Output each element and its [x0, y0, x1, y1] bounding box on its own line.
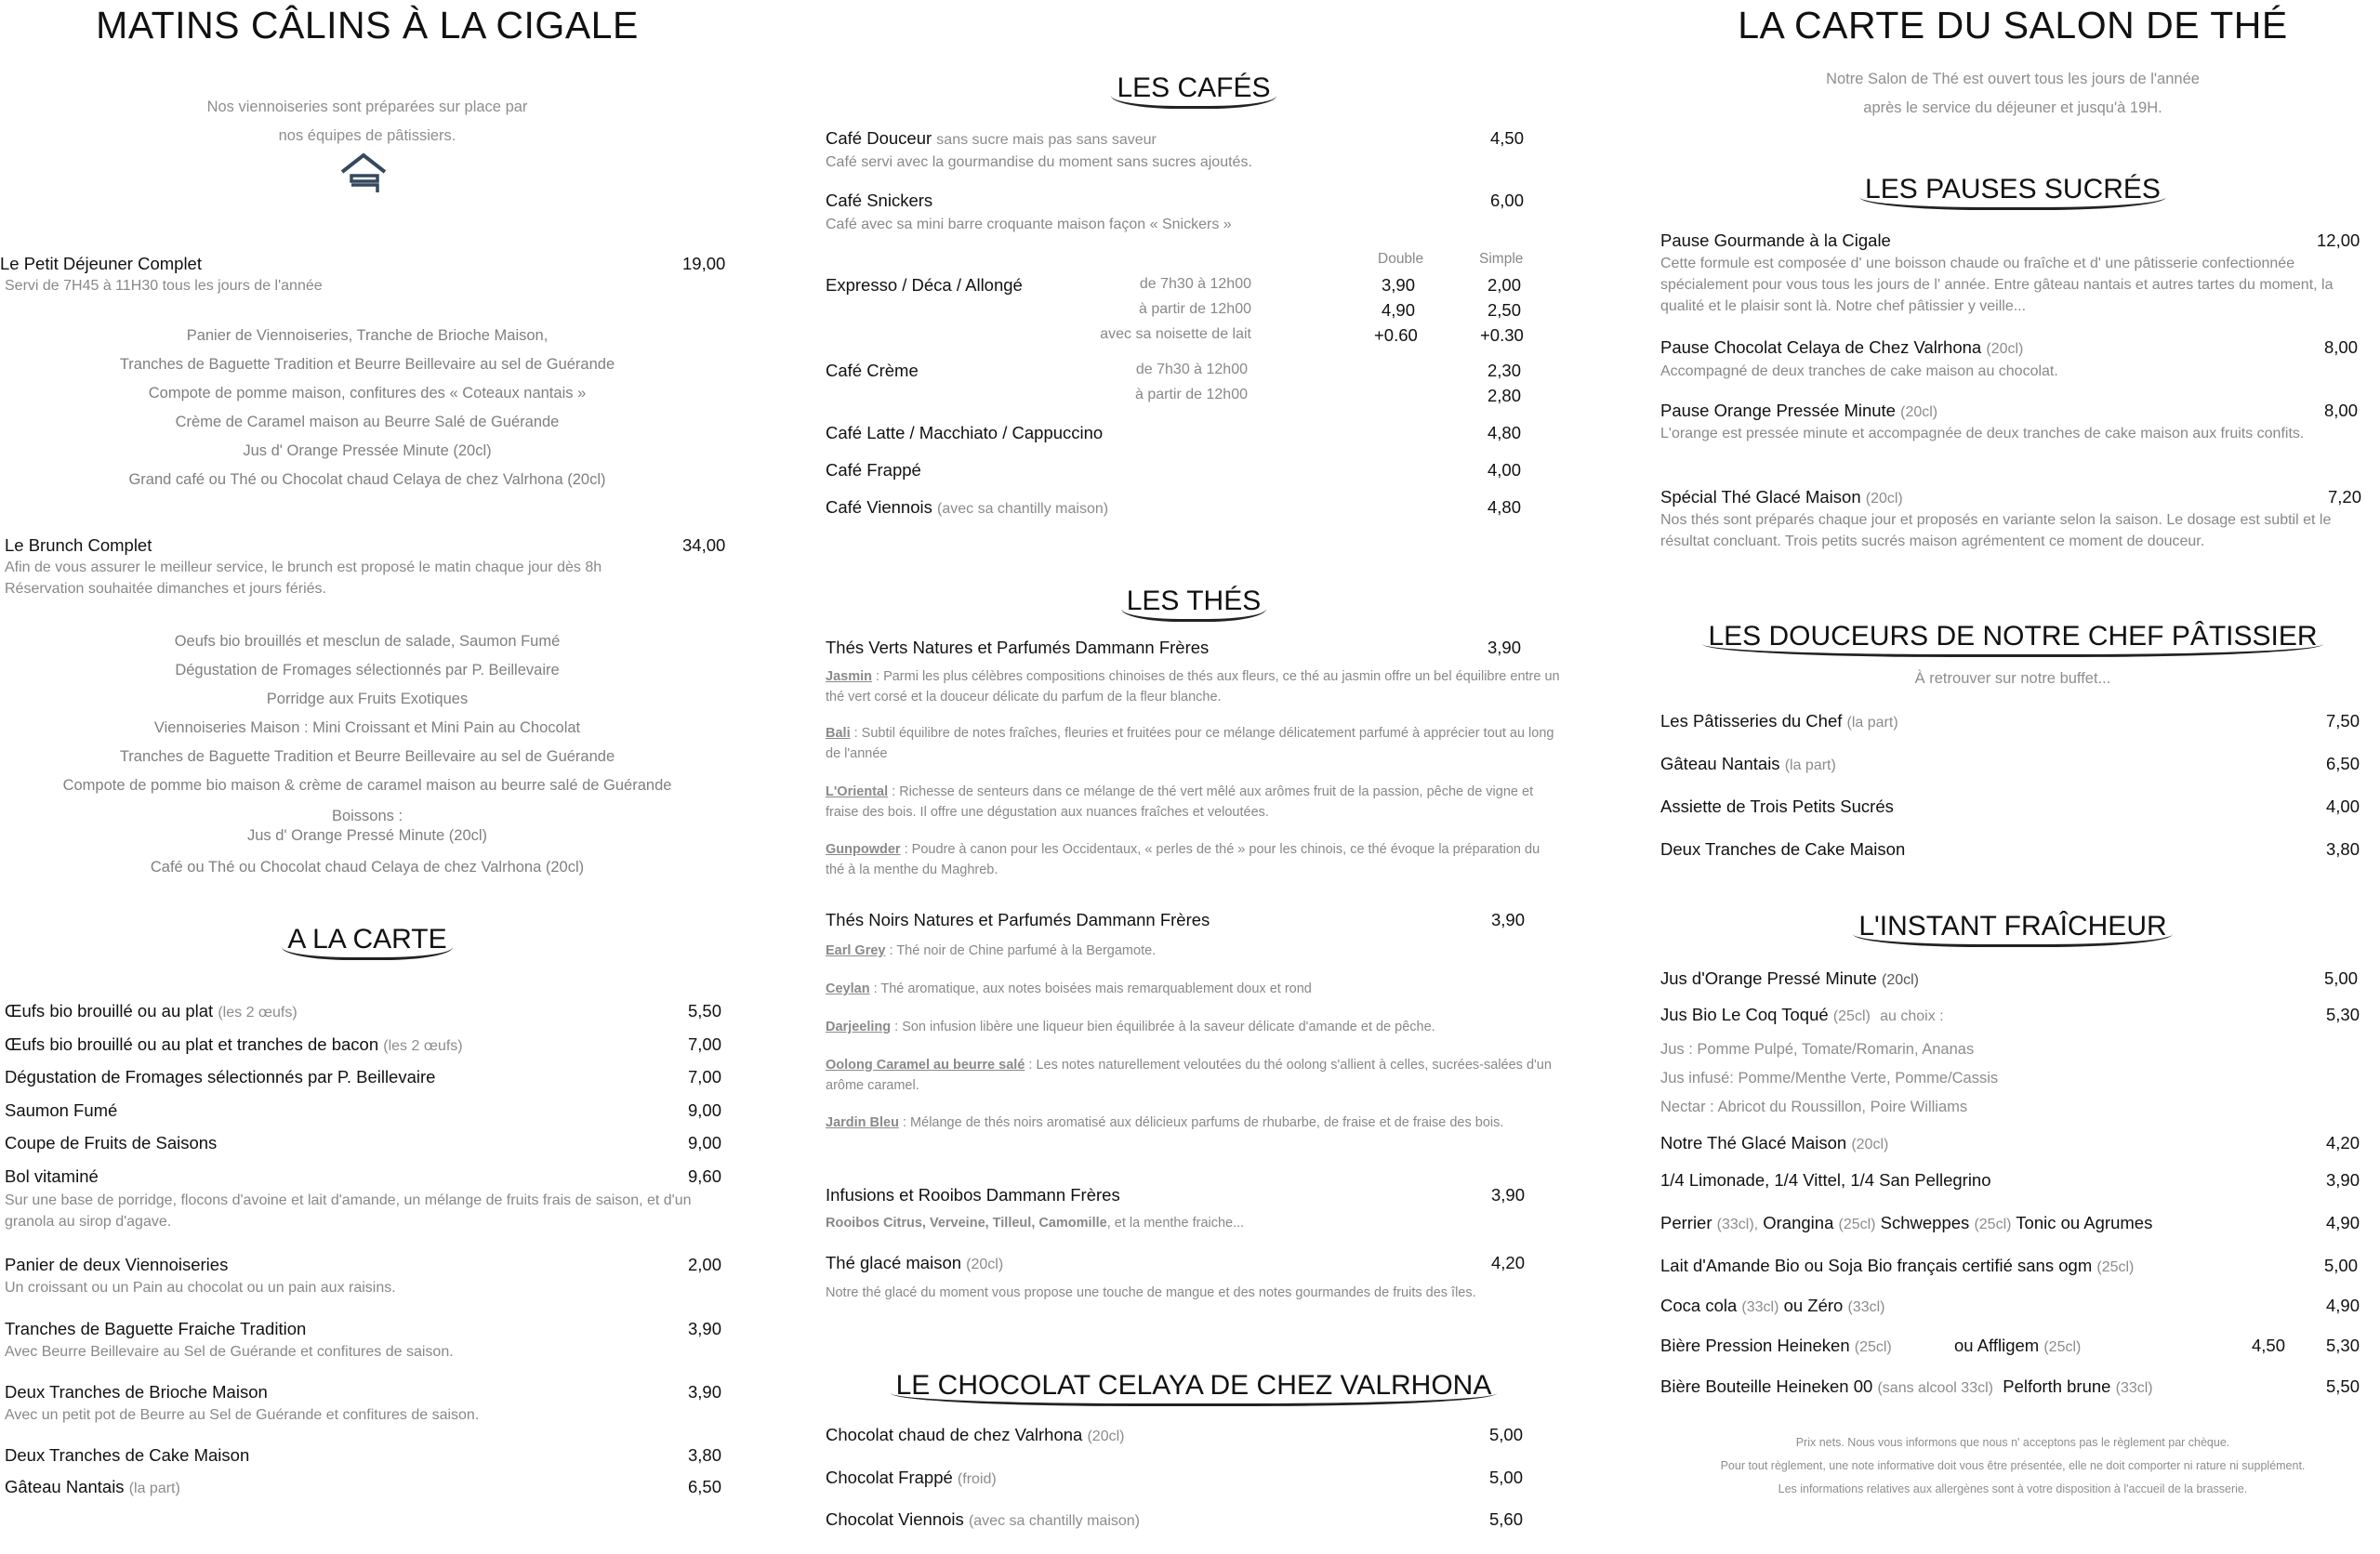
menu-item-notre-the-glace: Notre Thé Glacé Maison (20cl) 4,20 [1660, 1133, 2360, 1152]
section-title-thes: LES THÉS [826, 586, 1562, 622]
menu-item-carte: Panier de deux Viennoiseries 2,00 [5, 1255, 722, 1274]
column-header-simple: Simple [1479, 251, 1524, 267]
column-header-double: Double [1378, 251, 1424, 267]
menu-item-the-glace: Thé glacé maison (20cl) 4,20 [826, 1253, 1526, 1272]
tea-gunpowder: Gunpowder : Poudre à canon pour les Occidentaux, « perles de thé » pour les chinois, ce thé évoque la préparation du thé à la menthe du Maghreb. [826, 842, 1540, 877]
pause-orange-desc: L'orange est pressée minute et accompagnée de deux tranches de cake maison aux fruits confits. [1660, 426, 2305, 441]
menu-item-limonade: 1/4 Limonade, 1/4 Vittel, 1/4 San Pellegrino 3,90 [1660, 1170, 2360, 1190]
brunch-desc: Afin de vous assurer le meilleur service, le brunch est proposé le matin chaque jour dès 8h Réservation souhaitée dimanches et jours fériés. [5, 560, 602, 597]
tea-bali: Bali : Subtil équilibre de notes fraîches, fleuries et fruitées pour ce mélange délicatement parfumé à apprécier tout au long de l'année [826, 726, 1554, 761]
house-logo-icon [340, 151, 387, 194]
cafe-douceur-desc: Café servi avec la gourmandise du moment sans sucres ajoutés. [826, 154, 1252, 170]
cafe-snickers-desc: Café avec sa mini barre croquante maison façon « Snickers » [826, 217, 1232, 232]
menu-item-expresso: Expresso / Déca / Allongé [826, 275, 1023, 295]
tea-ceylan: Ceylan : Thé aromatique, aux notes boisées mais remarquablement doux et rond [826, 981, 1312, 996]
menu-item-cafe-viennois: Café Viennois (avec sa chantilly maison) 4,80 [826, 497, 1522, 517]
pause-gourmande-desc: Cette formule est composée d' une boisson chaude ou fraîche et d' une pâtisserie confectionnée spécialement pour vous tous les jours de l' année. Entre gâteau nantais et autres tartes du moment, la qualité et le plaisir sont là. Notre chef pâtissier y veille... [1660, 256, 2334, 314]
menu-item-carte-desc: Avec un petit pot de Beurre au Sel de Guérande et confitures de saison. [5, 1407, 480, 1423]
menu-item-carte-desc: Sur une base de porridge, flocons d'avoine et lait d'amande, un mélange de fruits frais de saison, et d'un granola au sirop d'agave. [5, 1192, 692, 1230]
menu-item-chocolat-chaud: Chocolat chaud de chez Valrhona (20cl) 5,00 [826, 1425, 1524, 1444]
menu-item-jus-orange: Jus d'Orange Pressé Minute (20cl) 5,00 [1660, 968, 2359, 988]
petit-dej-items: Panier de Viennoiseries, Tranche de Brioche Maison, Tranches de Baguette Tradition et Beurre Beillevaire au sel de Guérande Compote de pomme maison, confitures des « Coteaux nantais » Crème de Caramel maison au Beurre Salé de Guérande Jus d' Orange Pressée Minute (20cl) Grand café ou Thé ou Chocolat chaud Celaya de chez Valrhona (20cl) [119, 327, 615, 488]
infusions-desc: Rooibos Citrus, Verveine, Tilleul, Camomille, et la menthe fraiche... [826, 1216, 1245, 1231]
menu-item-cake-maison: Deux Tranches de Cake Maison 3,80 [1660, 839, 2360, 859]
menu-item-carte: Deux Tranches de Cake Maison 3,80 [5, 1445, 722, 1465]
menu-item-carte: Saumon Fumé 9,00 [5, 1100, 722, 1120]
menu-item-carte: Œufs bio brouillé ou au plat et tranches de bacon (les 2 œufs) 7,00 [5, 1034, 722, 1054]
menu-item-lait-amande: Lait d'Amande Bio ou Soja Bio français certifié sans ogm (25cl) 5,00 [1660, 1256, 2359, 1275]
the-glace-special-desc: Nos thés sont préparés chaque jour et proposés en variante selon la saison. Le dosage est subtil et le résultat concluant. Trois petits sucrés maison agrémentent ce moment de douceur. [1660, 512, 2332, 549]
section-title-cafes: LES CAFÉS [826, 72, 1562, 109]
douceurs-note: À retrouver sur notre buffet... [1914, 670, 2111, 687]
intro-note: Nos viennoiseries sont préparées sur place par nos équipes de pâtissiers. [206, 99, 528, 144]
pause-chocolat-desc: Accompagné de deux tranches de cake maison au chocolat. [1660, 363, 2058, 379]
menu-item-pause-chocolat: Pause Chocolat Celaya de Chez Valrhona (20cl) 8,00 [1660, 337, 2359, 357]
salon-intro: Notre Salon de Thé est ouvert tous les jours de l'année après le service du déjeuner et jusqu'à 19H. [1826, 71, 2200, 116]
menu-item-gateau-nantais: Gâteau Nantais (la part) 6,50 [1660, 754, 2360, 773]
section-title-fraicheur: L'INSTANT FRAÎCHEUR [1655, 911, 2371, 947]
menu-item-perrier: Perrier (33cl), Orangina (25cl) Schweppes (25cl) Tonic ou Agrumes 4,90 [1660, 1213, 2360, 1232]
menu-item-thes-noirs: Thés Noirs Natures et Parfumés Dammann Frères 3,90 [826, 910, 1526, 929]
menu-item-patisseries: Les Pâtisseries du Chef (la part) 7,50 [1660, 711, 2360, 731]
tea-jardin-bleu: Jardin Bleu : Mélange de thés noirs aromatisé aux délicieux parfums de rhubarbe, de fraise et de fraise des bois. [826, 1115, 1504, 1130]
menu-item-petit-dejeuner: Le Petit Déjeuner Complet 19,00 [0, 254, 726, 273]
menu-item-cafe-creme: Café Crème [826, 361, 919, 380]
jus-bio-options: Jus : Pomme Pulpé, Tomate/Romarin, Ananas Jus infusé: Pomme/Menthe Verte, Pomme/Cassis Nectar : Abricot du Roussillon, Poire Williams [1660, 1041, 1999, 1115]
section-title-pauses: LES PAUSES SUCRÉS [1655, 174, 2371, 210]
tea-darjeeling: Darjeeling : Son infusion libère une liqueur bien équilibrée à la saveur délicate d'amande et de pêche. [826, 1020, 1435, 1034]
menu-item-carte: Gâteau Nantais (la part) 6,50 [5, 1477, 722, 1496]
menu-item-the-glace-special: Spécial Thé Glacé Maison (20cl) 7,20 [1660, 487, 2362, 507]
menu-item-cafe-frappe: Café Frappé 4,00 [826, 460, 1522, 480]
menu-item-carte: Dégustation de Fromages sélectionnés par P. Beillevaire 7,00 [5, 1067, 722, 1086]
menu-item-chocolat-frappe: Chocolat Frappé (froid) 5,00 [826, 1468, 1524, 1487]
menu-item-carte-desc: Avec Beurre Beillevaire au Sel de Guérande et confitures de saison. [5, 1344, 454, 1360]
menu-item-cafe-latte: Café Latte / Macchiato / Cappuccino 4,80 [826, 423, 1522, 442]
menu-item-cafe-snickers: Café Snickers 6,00 [826, 191, 1525, 210]
menu-item-carte-desc: Un croissant ou un Pain au chocolat ou un pain aux raisins. [5, 1280, 396, 1296]
menu-item-trois-petits-sucres: Assiette de Trois Petits Sucrés 4,00 [1660, 797, 2360, 816]
menu-item-chocolat-viennois: Chocolat Viennois (avec sa chantilly maison) 5,60 [826, 1509, 1524, 1529]
tea-earl-grey: Earl Grey : Thé noir de Chine parfumé à la Bergamote. [826, 943, 1157, 958]
menu-item-cafe-douceur: Café Douceur sans sucre mais pas sans saveur 4,50 [826, 128, 1525, 148]
menu-item-thes-verts: Thés Verts Natures et Parfumés Dammann Frères 3,90 [826, 638, 1522, 657]
menu-item-biere-pression: Bière Pression Heineken (25cl) ou Affligem (25cl) 4,50 5,30 [1660, 1336, 2360, 1355]
the-glace-desc: Notre thé glacé du moment vous propose une touche de mangue et des notes gourmandes de fruits des îles. [826, 1285, 1476, 1300]
menu-item-infusions: Infusions et Rooibos Dammann Frères 3,90 [826, 1185, 1526, 1205]
brunch-drinks: Boissons : Jus d' Orange Pressé Minute (20cl) Café ou Thé ou Chocolat chaud Celaya de chez Valrhona (20cl) [150, 808, 585, 876]
menu-item-carte: Coupe de Fruits de Saisons 9,00 [5, 1133, 722, 1152]
menu-item-brunch: Le Brunch Complet 34,00 [5, 535, 726, 555]
tea-oriental: L'Oriental : Richesse de senteurs dans ce mélange de thé vert mêlé aux arômes fruit de la passion, pêche de vigne et fraise des bois. Il offre une dégustation aux nuances fraîches et veloutées. [826, 784, 1534, 820]
page-title-salon-de-the: LA CARTE DU SALON DE THÉ [1738, 4, 2288, 46]
menu-item-biere-bouteille: Bière Bouteille Heineken 00 (sans alcool 33cl) Pelforth brune (33cl) 5,50 [1660, 1376, 2360, 1396]
section-title-chocolat: LE CHOCOLAT CELAYA DE CHEZ VALRHONA [826, 1370, 1562, 1406]
section-title-a-la-carte: A LA CARTE [0, 924, 734, 960]
tea-oolong: Oolong Caramel au beurre salé : Les notes naturellement veloutées du thé oolong s'allient à celles, sucrées-salées d'un arôme caramel. [826, 1058, 1552, 1093]
page-title-matins: MATINS CÂLINS À LA CIGALE [96, 4, 639, 46]
menu-item-carte: Bol vitaminé 9,60 [5, 1166, 722, 1186]
menu-item-pause-gourmande: Pause Gourmande à la Cigale 12,00 [1660, 230, 2360, 250]
menu-item-pause-orange: Pause Orange Pressée Minute (20cl) 8,00 [1660, 401, 2359, 420]
menu-item-carte: Tranches de Baguette Fraiche Tradition 3,90 [5, 1319, 722, 1338]
tea-jasmin: Jasmin : Parmi les plus célèbres compositions chinoises de thés aux fleurs, ce thé au jasmin offre un bel équilibre entre un thé vert corsé et la douceur délicate du parfum de la fleur blanche. [826, 669, 1560, 705]
menu-item-jus-bio: Jus Bio Le Coq Toqué (25cl) au choix : 5,30 [1660, 1005, 2360, 1024]
menu-item-carte: Deux Tranches de Brioche Maison 3,90 [5, 1382, 722, 1402]
petit-dej-desc: Servi de 7H45 à 11H30 tous les jours de l'année [5, 278, 323, 294]
menu-item-carte: Œufs bio brouillé ou au plat (les 2 œufs) 5,50 [5, 1001, 722, 1021]
legal-footer: Prix nets. Nous vous informons que nous n' acceptons pas le règlement par chèque. Pour tout règlement, une note informative doit vous être présentée, elle ne doit comporter ni rature ni supplément. Les informations relatives aux allergènes sont à votre disposition à l'accueil de la brasserie. [1720, 1436, 2306, 1495]
menu-item-coca: Coca cola (33cl) ou Zéro (33cl) 4,90 [1660, 1296, 2360, 1315]
section-title-douceurs: LES DOUCEURS DE NOTRE CHEF PÂTISSIER [1655, 621, 2371, 657]
brunch-items: Oeufs bio brouillés et mesclun de salade, Saumon Fumé Dégustation de Fromages sélectionnés par P. Beillevaire Porridge aux Fruits Exotiques Viennoiseries Maison : Mini Croissant et Mini Pain au Chocolat Tranches de Baguette Tradition et Beurre Beillevaire au sel de Guérande Compote de pomme bio maison & crème de caramel maison au beurre salé de Guérande [62, 633, 672, 794]
